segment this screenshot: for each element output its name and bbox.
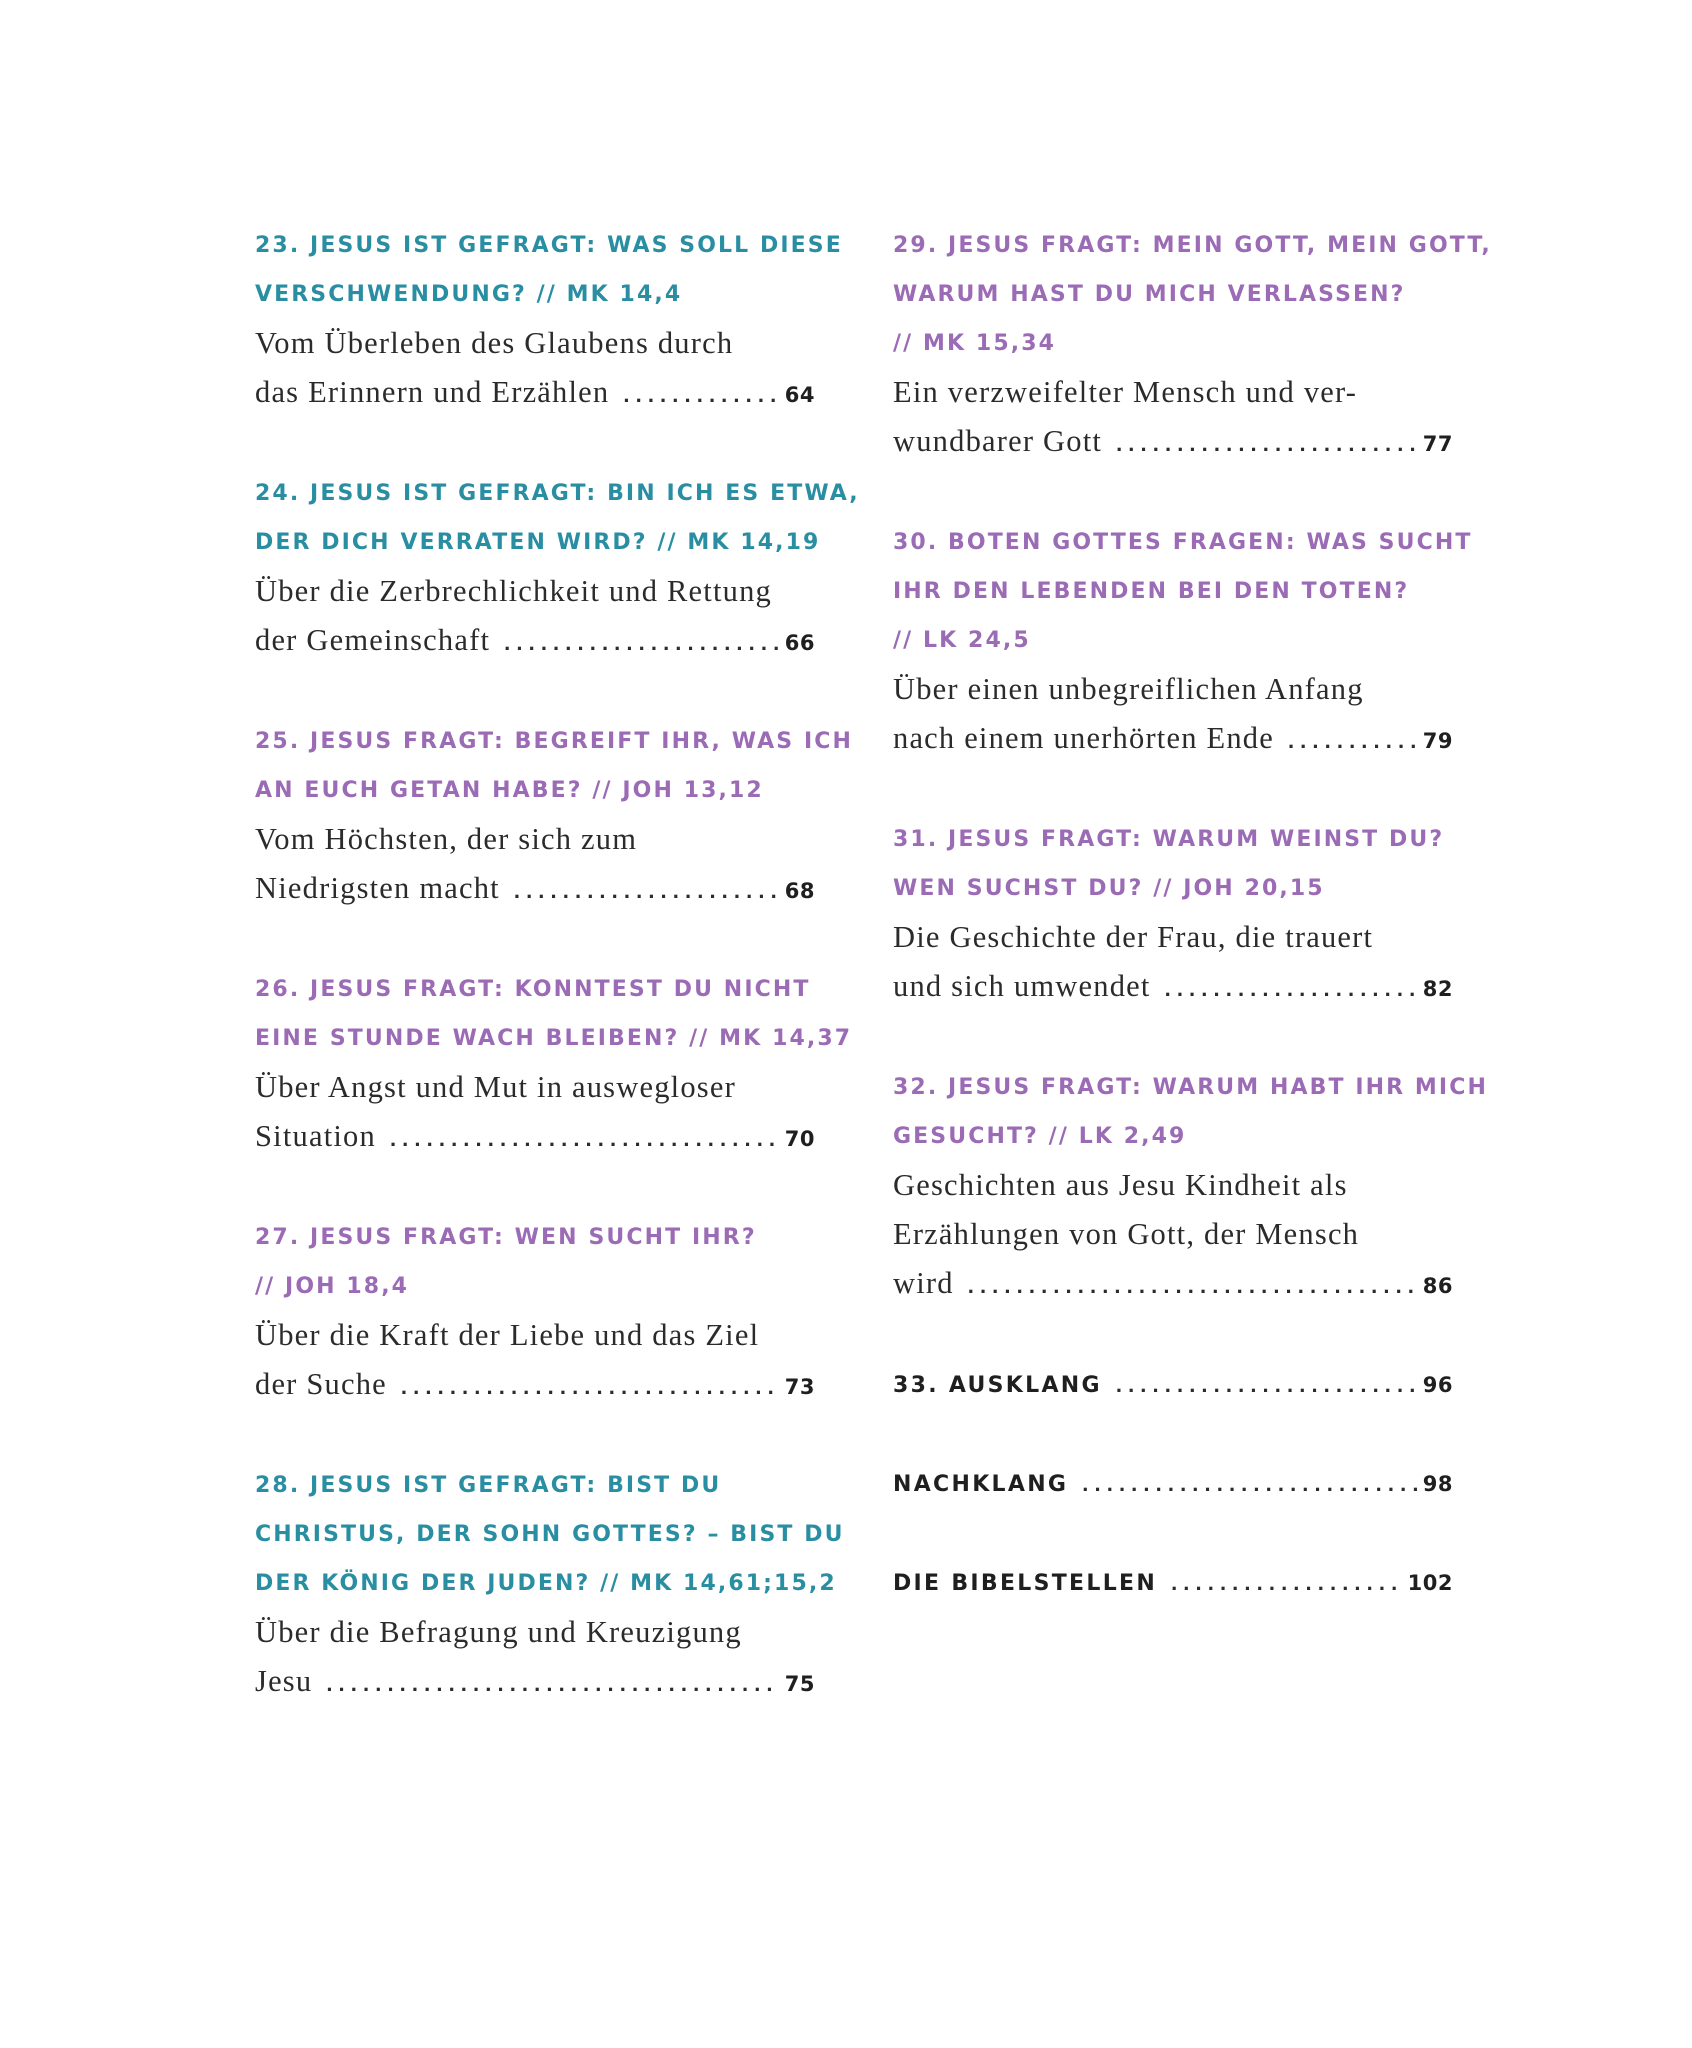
entry-heading [893, 815, 1453, 913]
entry-subtitle [893, 665, 1453, 766]
page-number: 66 [784, 631, 815, 655]
page-number: 75 [784, 1672, 815, 1696]
heading-line: CHRISTUS, DER SOHN GOTTES? – BIST DU [255, 1522, 845, 1547]
toc-entry-32[interactable] [893, 1063, 1488, 1311]
heading-line: GESUCHT? // LK 2,49 [893, 1124, 1187, 1149]
heading-line: 31. JESUS FRAGT: WARUM WEINST DU? [893, 827, 1445, 852]
entry-subtitle [255, 1608, 815, 1709]
subtitle-line: Über einen unbegreiflichen Anfang [893, 672, 1364, 706]
toc-entry-30[interactable] [893, 518, 1473, 766]
subtitle-line: wird [893, 1266, 954, 1300]
subtitle-line: und sich umwendet [893, 969, 1151, 1003]
subtitle-line: Über die Zerbrechlichkeit und Rettung [255, 574, 772, 608]
subtitle-line: Erzählungen von Gott, der Mensch [893, 1217, 1360, 1251]
page-number: 68 [784, 879, 815, 903]
page-number: 70 [784, 1127, 815, 1151]
entry-heading: NACHKLANG [893, 1472, 1069, 1497]
heading-line: 30. BOTEN GOTTES FRAGEN: WAS SUCHT [893, 530, 1473, 555]
toc-entry-23[interactable] [255, 221, 843, 420]
dot-leader [504, 618, 779, 667]
toc-entry-27[interactable] [255, 1213, 815, 1412]
entry-subtitle [255, 815, 815, 916]
heading-line: DER DICH VERRATEN WIRD? // MK 14,19 [255, 530, 821, 555]
page-number: 77 [1422, 432, 1453, 456]
leader-line [255, 368, 815, 420]
entry-heading: DIE BIBELSTELLEN [893, 1571, 1158, 1596]
subtitle-line: Geschichten aus Jesu Kindheit als [893, 1168, 1348, 1202]
leader-line [255, 864, 815, 916]
leader-line [893, 1459, 1453, 1509]
leader-line [893, 1360, 1453, 1410]
entry-subtitle [255, 1311, 815, 1412]
heading-line: // LK 24,5 [893, 628, 1031, 653]
heading-line: AN EUCH GETAN HABE? // JOH 13,12 [255, 778, 764, 803]
toc-entry-nachklang[interactable] [893, 1459, 1453, 1509]
dot-leader [1116, 419, 1417, 468]
dot-leader [514, 866, 779, 915]
heading-line: 32. JESUS FRAGT: WARUM HABT IHR MICH [893, 1075, 1488, 1100]
entry-subtitle [255, 319, 815, 420]
dot-leader [623, 370, 778, 419]
dot-leader [968, 1261, 1417, 1310]
entry-subtitle [893, 368, 1453, 469]
page-number: 102 [1407, 1571, 1453, 1595]
page-number: 96 [1422, 1373, 1453, 1397]
page-number: 98 [1422, 1472, 1453, 1496]
subtitle-line: Niedrigsten macht [255, 871, 500, 905]
subtitle-line: Die Geschichte der Frau, die trauert [893, 920, 1374, 954]
toc-entry-28[interactable] [255, 1461, 845, 1709]
entry-heading [255, 1461, 845, 1608]
heading-line: 25. JESUS FRAGT: BEGREIFT IHR, WAS ICH [255, 729, 854, 754]
toc-entry-25[interactable] [255, 717, 854, 916]
dot-leader [1165, 964, 1417, 1013]
toc-entry-bibelstellen[interactable] [893, 1558, 1453, 1608]
leader-line [255, 1360, 815, 1412]
leader-line [893, 962, 1453, 1014]
entry-subtitle [255, 567, 815, 668]
heading-line: // MK 15,34 [893, 331, 1057, 356]
entry-subtitle [255, 1063, 815, 1164]
dot-leader [1288, 716, 1417, 765]
subtitle-line: das Erinnern und Erzählen [255, 375, 610, 409]
subtitle-line: nach einem unerhörten Ende [893, 721, 1274, 755]
page-number: 86 [1422, 1274, 1453, 1298]
entry-heading [893, 518, 1473, 665]
page-number: 73 [784, 1375, 815, 1399]
heading-line: // JOH 18,4 [255, 1274, 410, 1299]
toc-right-column [893, 221, 1492, 1608]
heading-line: 27. JESUS FRAGT: WEN SUCHT IHR? [255, 1225, 757, 1250]
heading-line: 24. JESUS IST GEFRAGT: BIN ICH ES ETWA, [255, 481, 860, 506]
dot-leader [1116, 1360, 1417, 1409]
page-number: 64 [784, 383, 815, 407]
subtitle-line: wundbarer Gott [893, 424, 1103, 458]
heading-line: WEN SUCHST DU? // JOH 20,15 [893, 876, 1325, 901]
leader-line [893, 1259, 1453, 1311]
subtitle-line: Über Angst und Mut in auswegloser [255, 1070, 736, 1104]
page-number: 79 [1422, 729, 1453, 753]
entry-heading [255, 965, 853, 1063]
leader-line [255, 616, 815, 668]
entry-heading [893, 221, 1492, 368]
toc-left-column [255, 221, 860, 1709]
dot-leader [1082, 1459, 1417, 1508]
dot-leader [401, 1362, 779, 1411]
entry-subtitle [893, 913, 1453, 1014]
heading-line: VERSCHWENDUNG? // MK 14,4 [255, 282, 683, 307]
entry-subtitle [893, 1161, 1453, 1311]
leader-line [893, 1558, 1453, 1608]
heading-line: 28. JESUS IST GEFRAGT: BIST DU [255, 1473, 722, 1498]
heading-line: EINE STUNDE WACH BLEIBEN? // MK 14,37 [255, 1026, 853, 1051]
heading-line: 26. JESUS FRAGT: KONNTEST DU NICHT [255, 977, 811, 1002]
subtitle-line: Jesu [255, 1664, 313, 1698]
leader-line [255, 1657, 815, 1709]
entry-heading: 33. AUSKLANG [893, 1373, 1102, 1398]
leader-line [255, 1112, 815, 1164]
dot-leader [390, 1114, 779, 1163]
entry-heading [255, 221, 843, 319]
subtitle-line: der Gemeinschaft [255, 623, 491, 657]
heading-line: 23. JESUS IST GEFRAGT: WAS SOLL DIESE [255, 233, 843, 258]
heading-line: DER KÖNIG DER JUDEN? // MK 14,61;15,2 [255, 1571, 837, 1596]
dot-leader [326, 1659, 778, 1708]
toc-entry-26[interactable] [255, 965, 853, 1164]
toc-entry-29[interactable] [893, 221, 1492, 469]
heading-line: 29. JESUS FRAGT: MEIN GOTT, MEIN GOTT, [893, 233, 1492, 258]
entry-heading [255, 1213, 815, 1311]
leader-line [893, 417, 1453, 469]
toc-entry-ausklang[interactable] [893, 1360, 1453, 1410]
entry-heading [255, 717, 854, 815]
heading-line: WARUM HAST DU MICH VERLASSEN? [893, 282, 1406, 307]
toc-entry-24[interactable] [255, 469, 860, 668]
heading-line: IHR DEN LEBENDEN BEI DEN TOTEN? [893, 579, 1410, 604]
entry-heading [893, 1063, 1488, 1161]
dot-leader [1171, 1558, 1402, 1607]
subtitle-line: Vom Höchsten, der sich zum [255, 822, 638, 856]
subtitle-line: Über die Kraft der Liebe und das Ziel [255, 1318, 760, 1352]
page-number: 82 [1422, 977, 1453, 1001]
subtitle-line: Situation [255, 1119, 376, 1153]
leader-line [893, 714, 1453, 766]
subtitle-line: Ein verzweifelter Mensch und ver- [893, 375, 1358, 409]
subtitle-line: Vom Überleben des Glaubens durch [255, 326, 734, 360]
subtitle-line: der Suche [255, 1367, 387, 1401]
entry-heading [255, 469, 860, 567]
toc-entry-31[interactable] [893, 815, 1453, 1014]
subtitle-line: Über die Befragung und Kreuzigung [255, 1615, 742, 1649]
